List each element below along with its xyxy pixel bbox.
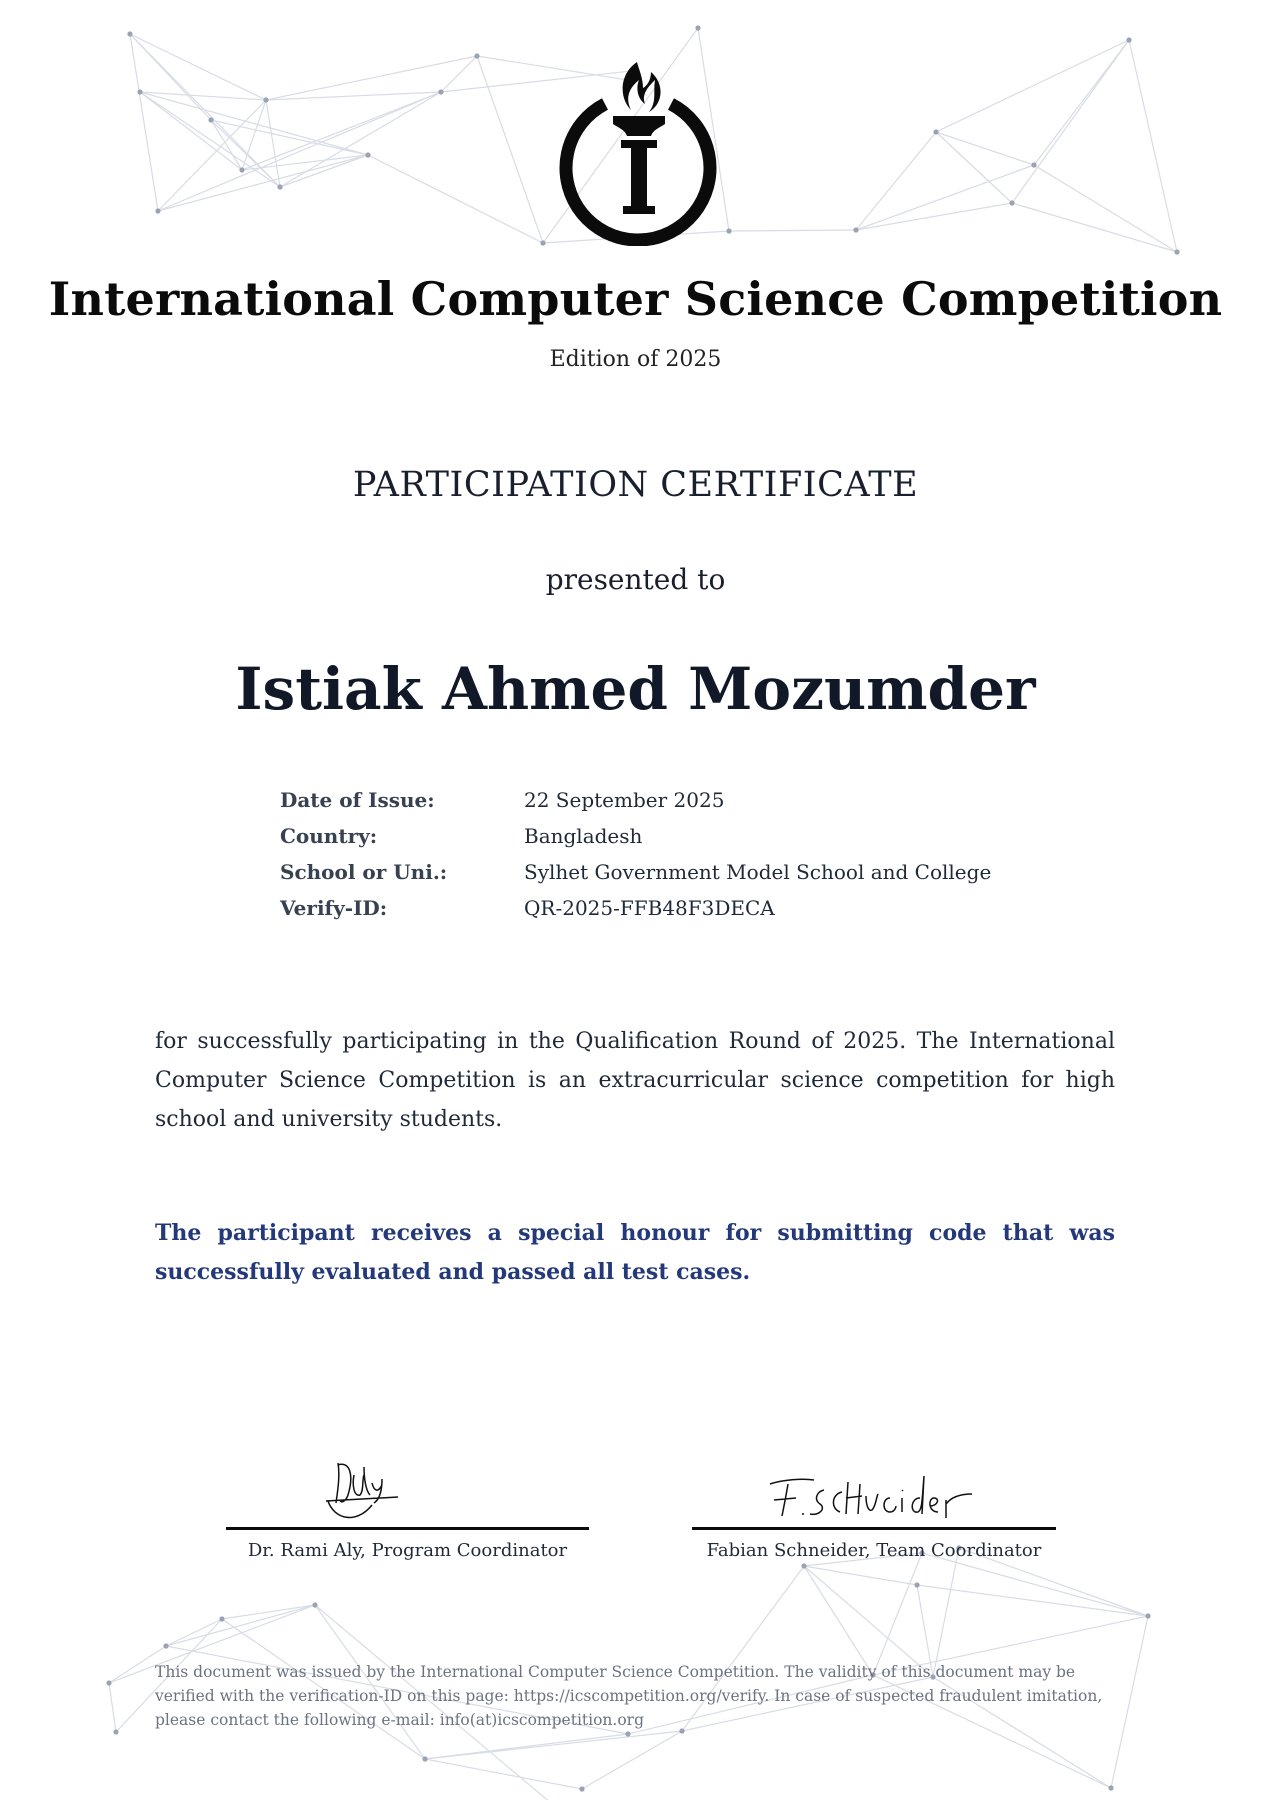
honour-statement: The participant receives a special honour for submitting code that was successfully evaluated and passed all test cases. <box>155 1220 1115 1285</box>
details-table <box>280 782 991 926</box>
certificate-type: PARTICIPATION CERTIFICATE <box>352 465 919 505</box>
detail-value: QR-2025-FFB48F3DECA <box>524 896 775 920</box>
detail-row-verify-id <box>280 890 991 926</box>
signature-line-left <box>226 1527 589 1530</box>
signature-caption-left: Dr. Rami Aly, Program Coordinator <box>247 1540 568 1561</box>
detail-row-date <box>280 782 991 818</box>
edition-label: Edition of 2025 <box>549 347 722 372</box>
detail-value: 22 September 2025 <box>524 788 725 812</box>
signature-aly <box>320 1455 410 1525</box>
torch-i-logo <box>559 58 719 246</box>
signature-schneider <box>762 1462 982 1524</box>
detail-label: Date of Issue: <box>280 788 435 812</box>
competition-title: International Computer Science Competition <box>48 272 1223 326</box>
footer-disclaimer: This document was issued by the International Computer Science Competition. The validity of this document may be verified with the verification-ID on this page: https://icscompetition.org/verify. In case of suspected fraudulent imitation, please contact the following e-mail: info(at)icscompetition.org <box>155 1663 1103 1729</box>
detail-label: School or Uni.: <box>280 860 448 884</box>
detail-row-school <box>280 854 991 890</box>
detail-row-country <box>280 818 991 854</box>
detail-value: Bangladesh <box>524 824 643 848</box>
participation-paragraph: for successfully participating in the Qualification Round of 2025. The International Computer Science Competition is an extracurricular science competition for high school and university students. <box>155 1029 1115 1132</box>
detail-label: Country: <box>280 824 378 848</box>
detail-label: Verify-ID: <box>280 896 388 920</box>
presented-to-label: presented to <box>545 563 726 596</box>
signature-caption-right: Fabian Schneider, Team Coordinator <box>706 1540 1042 1561</box>
detail-value: Sylhet Government Model School and College <box>524 860 992 884</box>
signature-line-right <box>692 1527 1056 1530</box>
recipient-name: Istiak Ahmed Mozumder <box>235 655 1036 723</box>
